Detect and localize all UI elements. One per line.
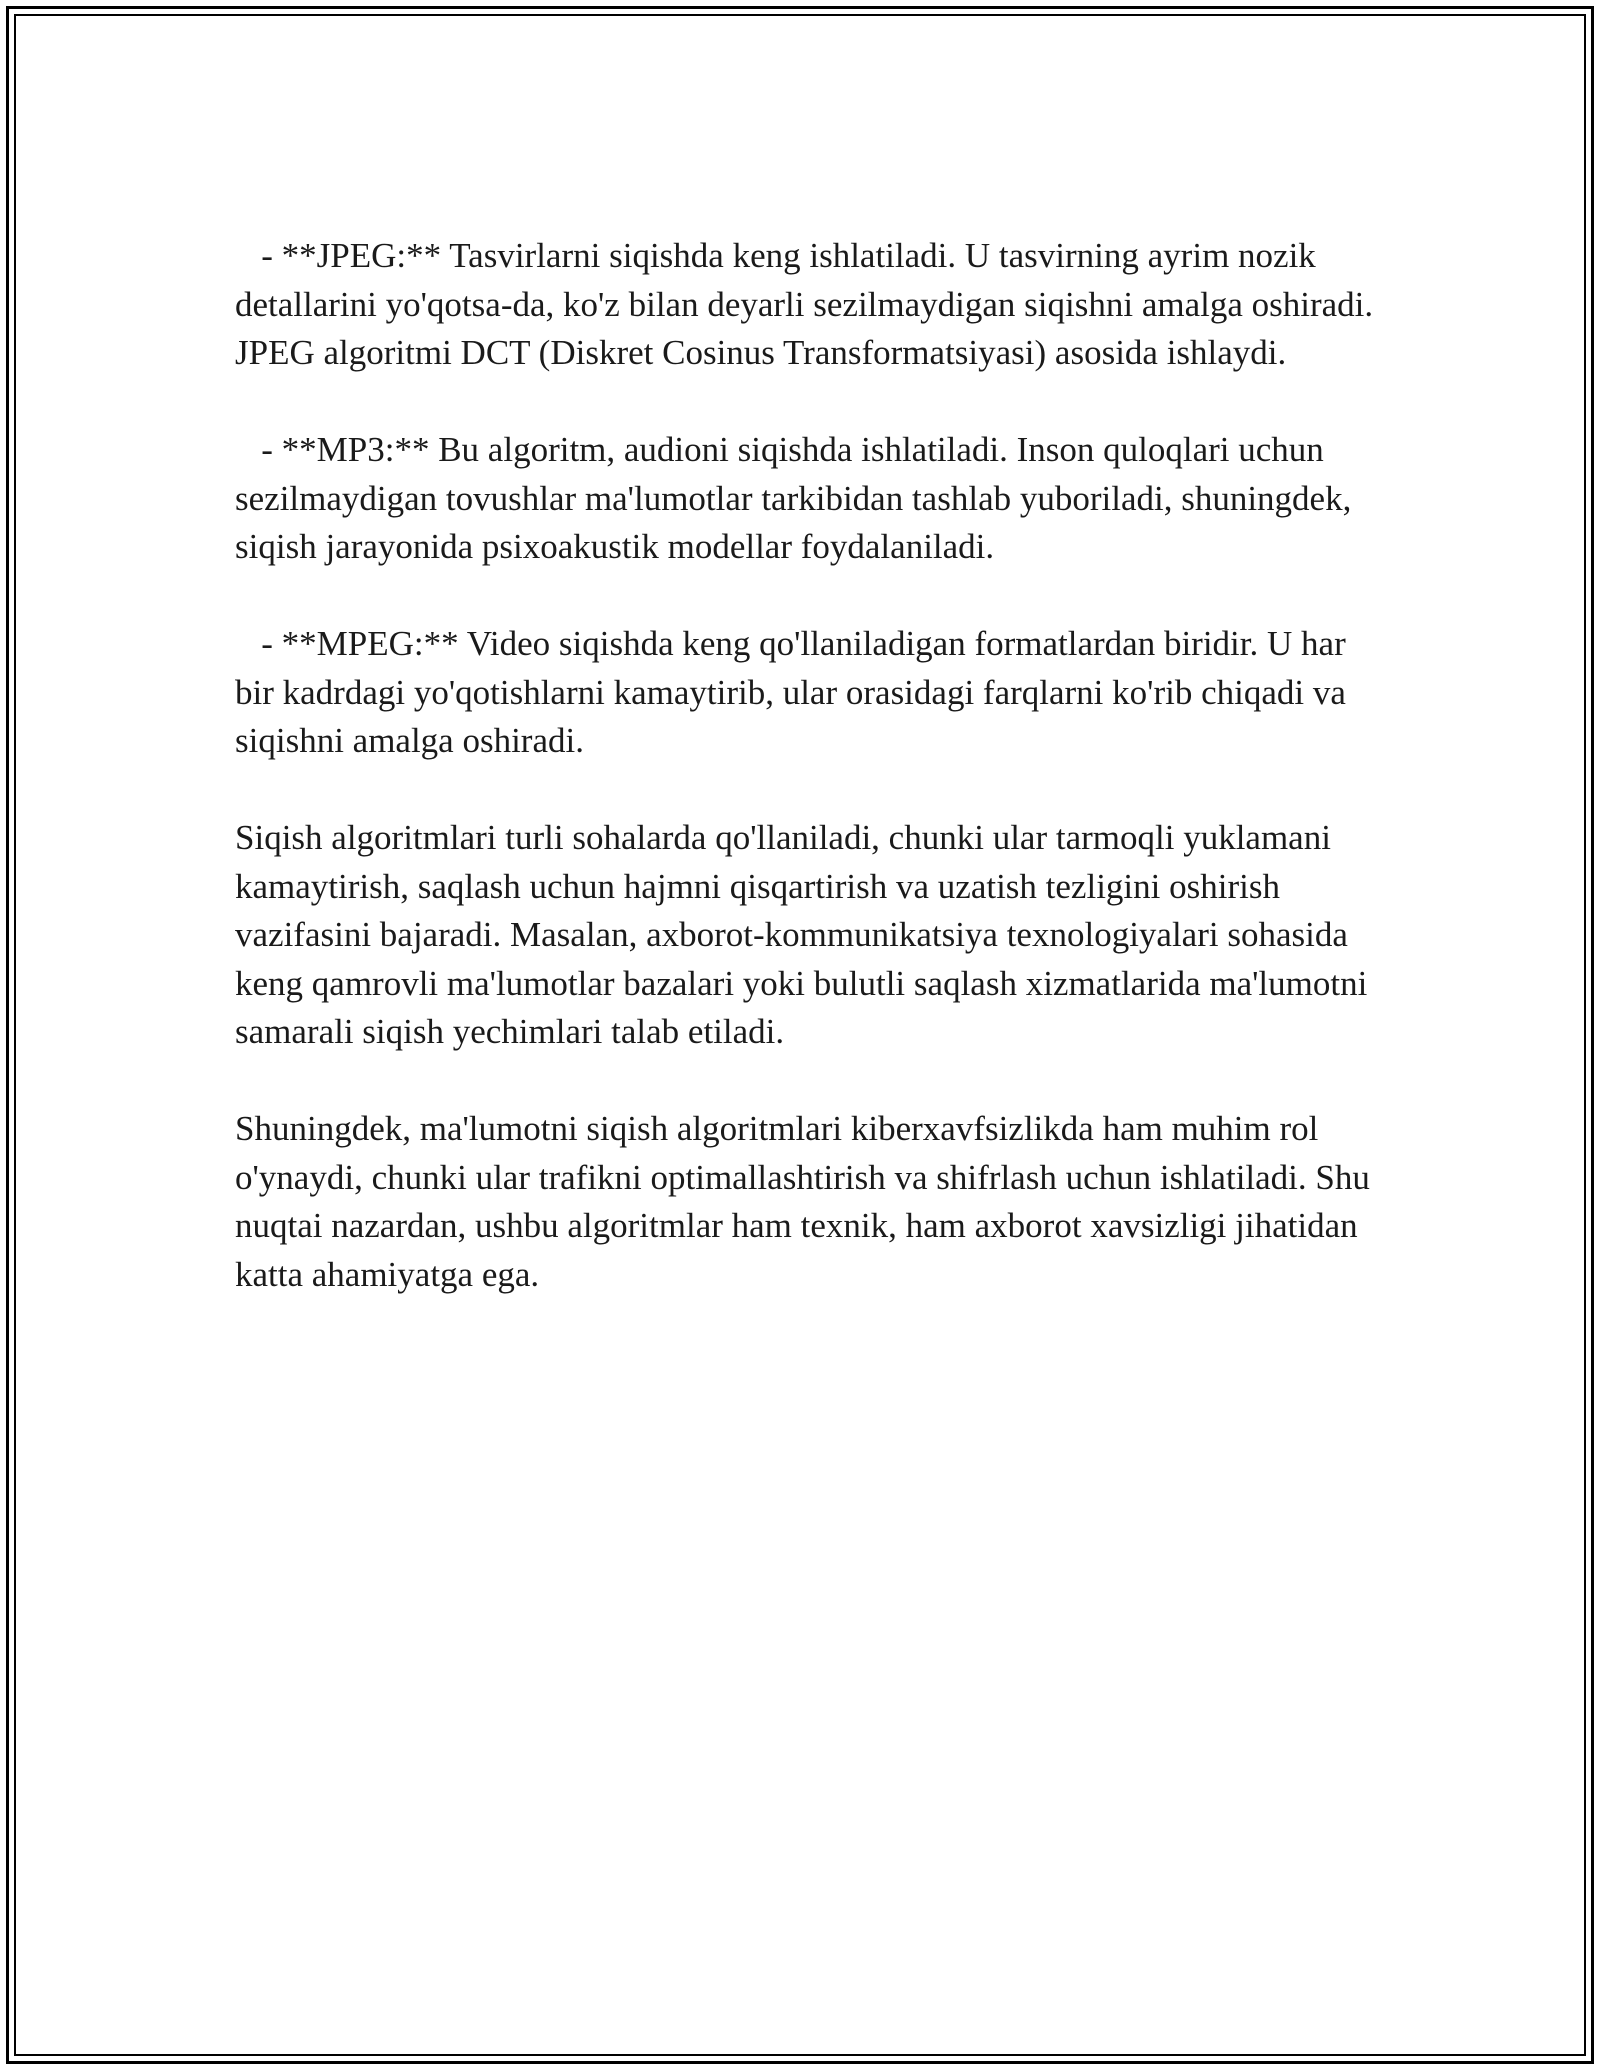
paragraph-mp3: - **MP3:** Bu algoritm, audioni siqishda ishlatiladi. Inson quloqlari uchun sezilmaydigan tovushlar ma'lumotlar tarkibidan tashlab yuboriladi, shuningdek, siqish jarayonida psixoakustik modellar foydalaniladi. — [235, 430, 1361, 566]
paragraph-mpeg: - **MPEG:** Video siqishda keng qo'llaniladigan formatlardan biridir. U har bir kadrdagi yo'qotishlarni kamaytirib, ular orasidagi farqlarni ko'rib chiqadi va siqishni amalga oshiradi. — [235, 624, 1355, 760]
paragraph-cybersecurity: Shuningdek, ma'lumotni siqish algoritmlari kiberxavfsizlikda ham muhim rol o'ynaydi, chunki ular trafikni optimallashtirish va shifrlash uchun ishlatiladi. Shu nuqtai nazardan, ushbu algoritmlar ham texnik, ham axborot xavsizligi jihatidan katta ahamiyatga ega. — [235, 1109, 1379, 1294]
paragraph-jpeg: - **JPEG:** Tasvirlarni siqishda keng ishlatiladi. U tasvirning ayrim nozik detallarini yo'qotsa-da, ko'z bilan deyarli sezilmaydigan siqishni amalga oshiradi. JPEG algoritmi DCT (Diskret Cosinus Transformatsiyasi) asosida ishlaydi. — [235, 236, 1382, 372]
paragraph-applications: Siqish algoritmlari turli sohalarda qo'llaniladi, chunki ular tarmoqli yuklamani kamaytirish, saqlash uchun hajmni qisqartirish va uzatish tezligini oshirish vazifasini bajaradi. Masalan, axborot-kommunikatsiya texnologiyalari sohasida keng qamrovli ma'lumotlar bazalari yoki bulutli saqlash xizmatlarida ma'lumotni samarali siqish yechimlari talab etiladi. — [235, 818, 1377, 1051]
document-body — [235, 232, 1382, 1348]
